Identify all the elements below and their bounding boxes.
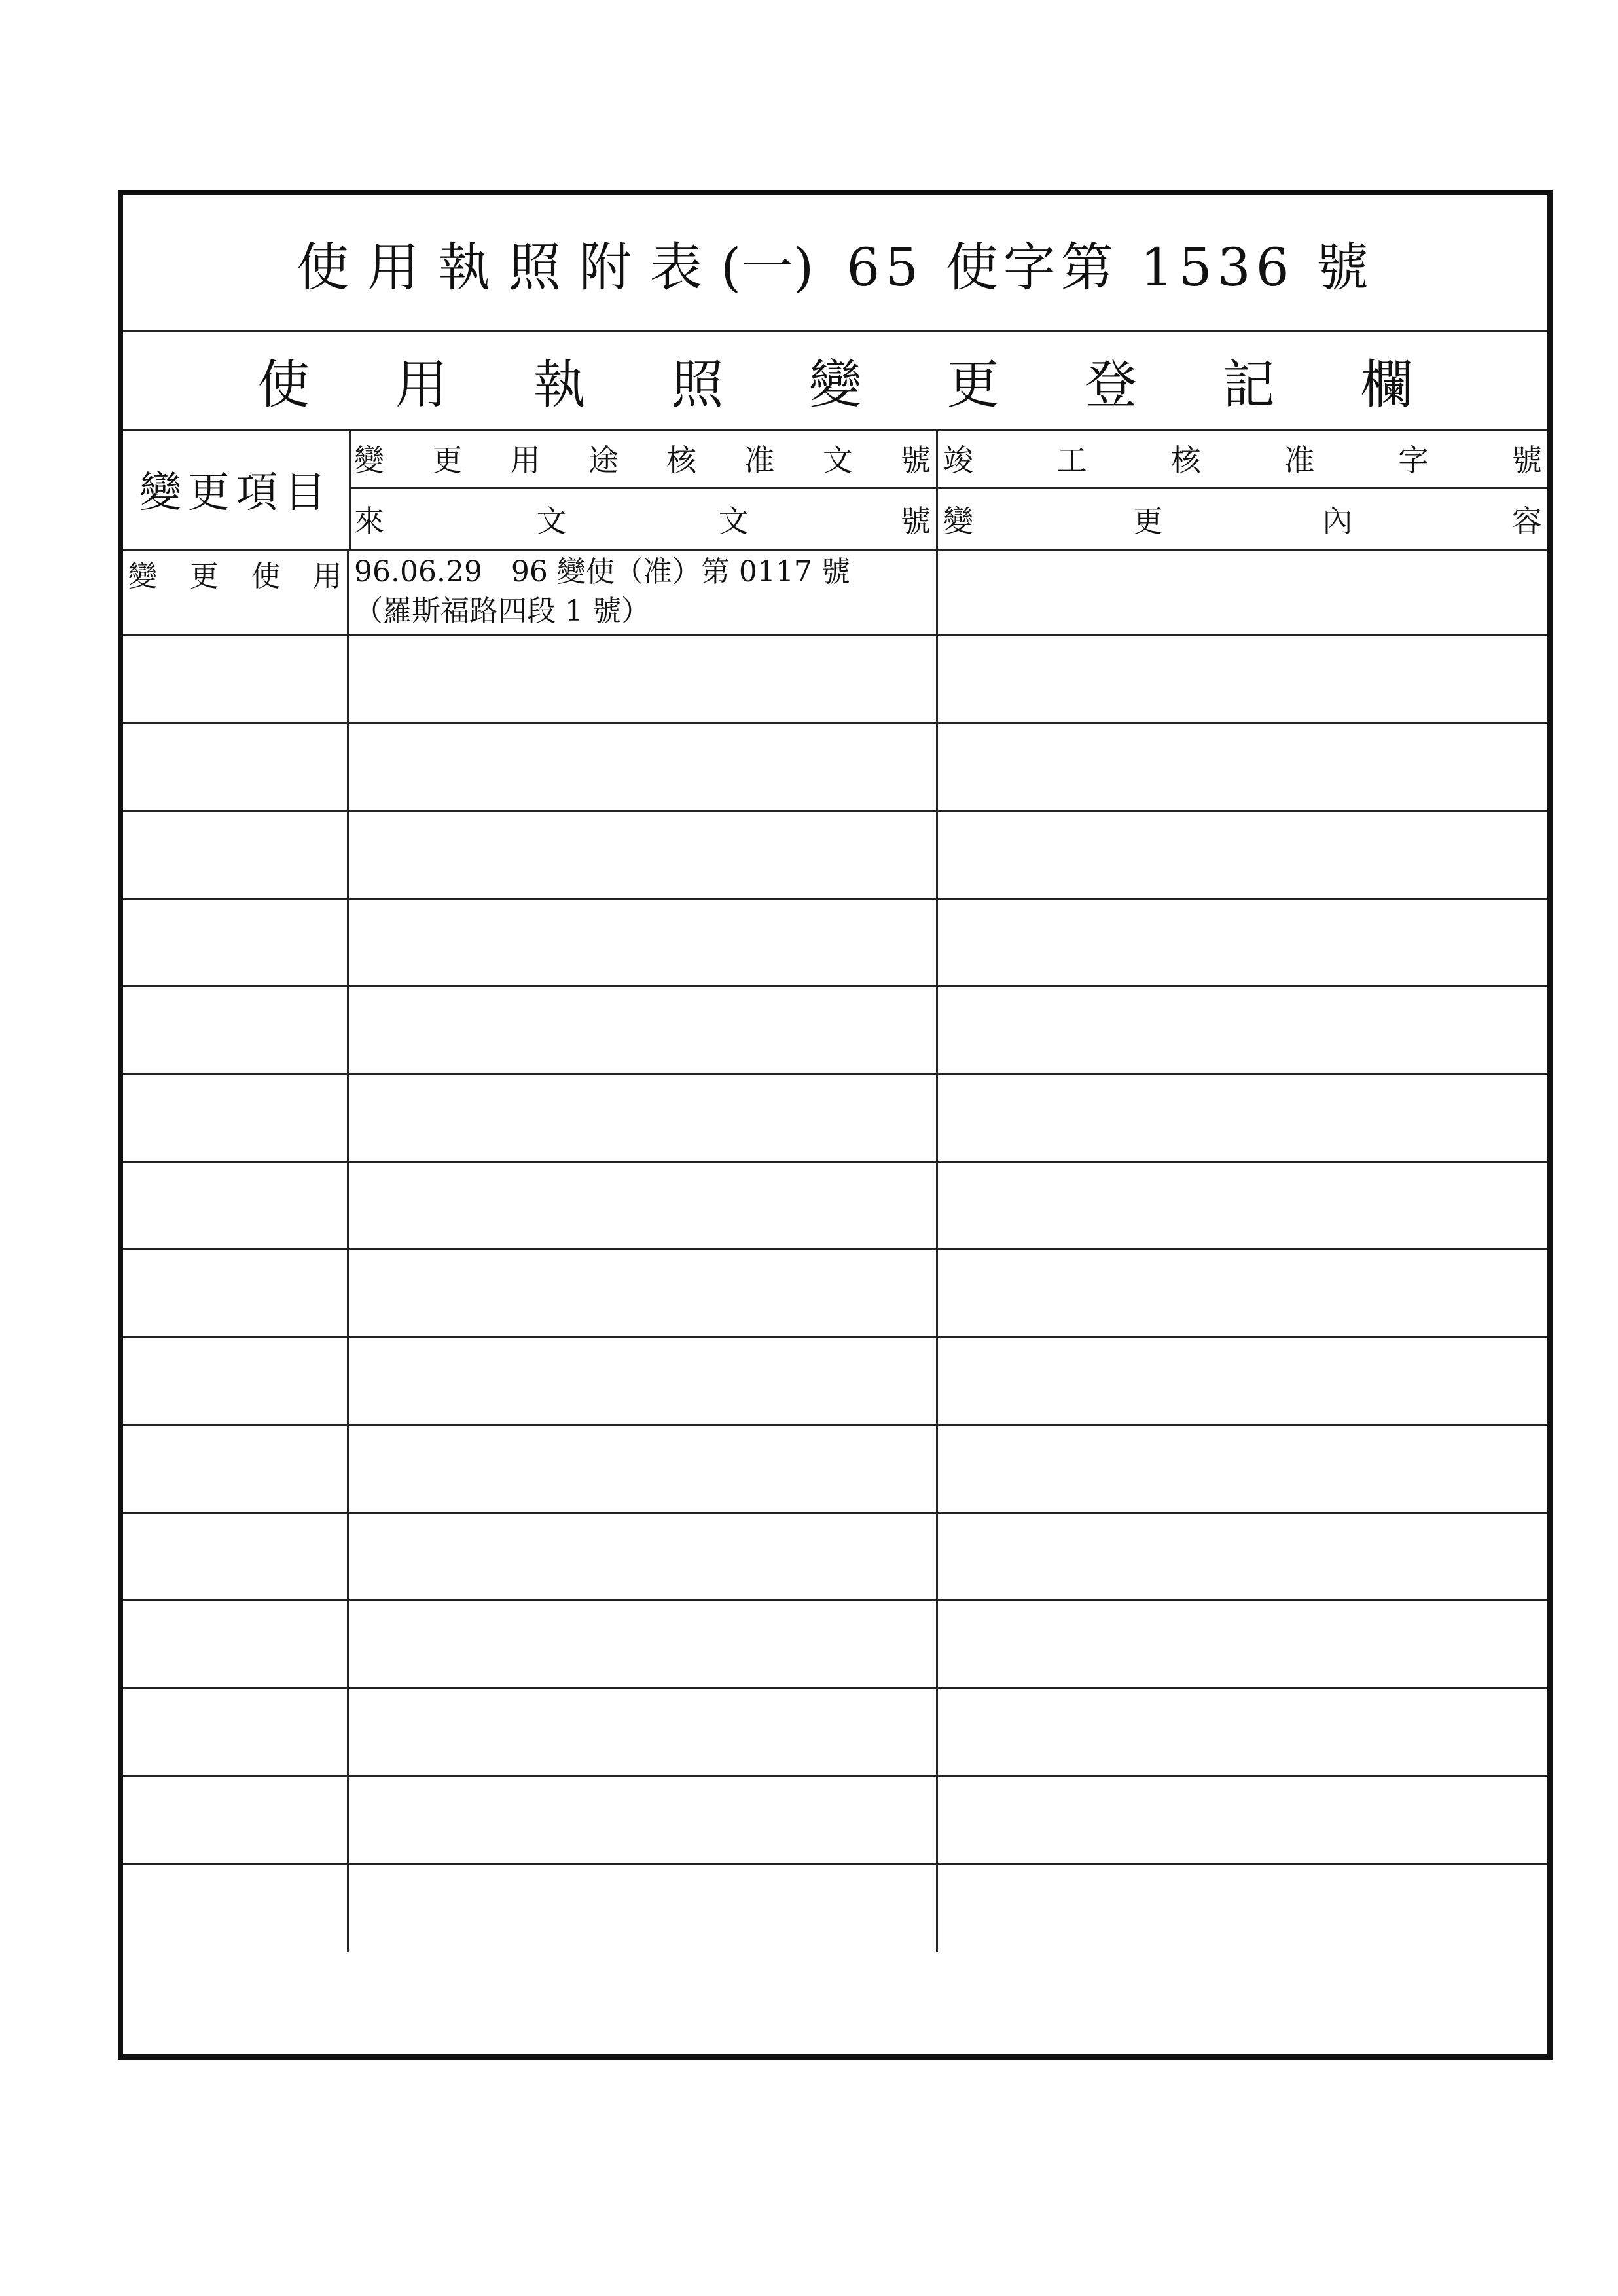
title-paren: (一) [720,236,814,298]
change-content-char: 變 [943,503,973,539]
table-row [123,1075,1547,1163]
cell-change-content [938,1514,1547,1599]
table-row [123,1689,1547,1777]
cell-item [123,987,349,1073]
completion-no-char: 准 [1284,443,1315,478]
form-title [123,195,1547,332]
cell-item [123,1689,349,1775]
incoming-no-char: 文 [718,503,749,539]
document-line: 96.06.29 96 變使（准）第 0117 號 [354,555,850,589]
cell-change-content [938,636,1547,722]
cell-change-content [938,1689,1547,1775]
approval-no-char: 途 [588,443,619,478]
cell-document-no [349,1777,938,1863]
cell-item [123,1426,349,1512]
header-item-label: 變更項目 [123,429,351,549]
cell-document-no [349,1514,938,1599]
subtitle-char: 更 [946,354,999,415]
cell-document-no [349,724,938,810]
cell-document-no [349,1426,938,1512]
subtitle-char: 登 [1085,354,1138,415]
cell-change-content [938,900,1547,985]
table-row [123,1250,1547,1338]
table-row [123,1426,1547,1514]
cell-change-content [938,812,1547,898]
title-main: 使用執照附表 [296,236,721,298]
cell-change-content [938,1426,1547,1512]
cell-document-no [349,812,938,898]
cell-item [123,1250,349,1336]
cell-document-no [349,987,938,1073]
table-row [123,549,1547,636]
table-row [123,1601,1547,1689]
cell-document-no [349,1163,938,1248]
header-change-content [938,489,1547,549]
title-ref: 65 使字第 1536 號 [846,236,1375,298]
change-content-char: 內 [1322,503,1353,539]
incoming-no-char: 文 [536,503,567,539]
subtitle-char: 變 [808,354,861,415]
approval-no-char: 文 [822,443,853,478]
header-approval-no [349,429,938,489]
cell-item [123,1777,349,1863]
change-content-char: 更 [1132,503,1163,539]
cell-item [123,812,349,898]
cell-document-no [349,1338,938,1424]
completion-no-char: 工 [1056,443,1087,478]
table-row [123,1865,1547,1952]
table-row [123,1514,1547,1601]
cell-document-no [349,900,938,985]
cell-item [123,1514,349,1599]
cell-change-content [938,549,1547,634]
cell-item [123,900,349,985]
approval-no-char: 用 [510,443,541,478]
cell-item [123,1601,349,1687]
cell-document-no [349,1601,938,1687]
table-header [123,429,1547,551]
form-frame [118,190,1553,2060]
incoming-no-char: 號 [900,503,931,539]
cell-change-content [938,987,1547,1073]
completion-no-char: 竣 [943,443,973,478]
table-row [123,1338,1547,1426]
cell-document-no [349,636,938,722]
cell-document-no [349,549,938,634]
header-incoming-no [349,489,938,549]
table-body [123,549,1547,2054]
cell-change-content [938,1777,1547,1863]
subtitle-char: 記 [1222,354,1275,415]
approval-no-char: 核 [666,443,697,478]
cell-item [123,1075,349,1161]
cell-change-content [938,724,1547,810]
address-line: （羅斯福路四段 1 號） [354,594,650,628]
table-row [123,900,1547,987]
subtitle-char: 執 [533,354,586,415]
item-char: 使 [251,560,280,593]
item-char: 變 [128,560,157,593]
approval-no-char: 准 [744,443,775,478]
subtitle-char: 照 [671,354,724,415]
cell-document-no [349,1075,938,1161]
completion-no-char: 號 [1511,443,1542,478]
table-row [123,812,1547,900]
cell-item [123,724,349,810]
cell-item [123,1338,349,1424]
header-completion-no [938,429,1547,489]
subtitle-char: 用 [395,354,448,415]
change-content-char: 容 [1511,503,1542,539]
table-row [123,1777,1547,1865]
item-char: 更 [190,560,219,593]
cell-item [123,549,349,634]
cell-document-no [349,1689,938,1775]
incoming-no-char: 來 [354,503,384,539]
cell-item [123,1163,349,1248]
item-char: 用 [313,560,342,593]
cell-document-no [349,1250,938,1336]
approval-no-char: 號 [900,443,931,478]
table-row [123,1163,1547,1250]
subtitle-char: 欄 [1360,354,1413,415]
cell-change-content [938,1601,1547,1687]
cell-change-content [938,1163,1547,1248]
cell-item [123,636,349,722]
approval-no-char: 變 [354,443,384,478]
cell-change-content [938,1865,1547,1952]
table-row [123,987,1547,1075]
completion-no-char: 核 [1170,443,1201,478]
cell-change-content [938,1338,1547,1424]
table-row [123,724,1547,812]
table-row [123,636,1547,724]
approval-no-char: 更 [432,443,463,478]
subtitle-chars [123,330,1547,429]
completion-no-char: 字 [1398,443,1429,478]
cell-item [123,1865,349,1952]
cell-document-no [349,1865,938,1952]
cell-change-content [938,1075,1547,1161]
cell-change-content [938,1250,1547,1336]
form-subtitle [123,330,1547,431]
subtitle-char: 使 [257,354,310,415]
